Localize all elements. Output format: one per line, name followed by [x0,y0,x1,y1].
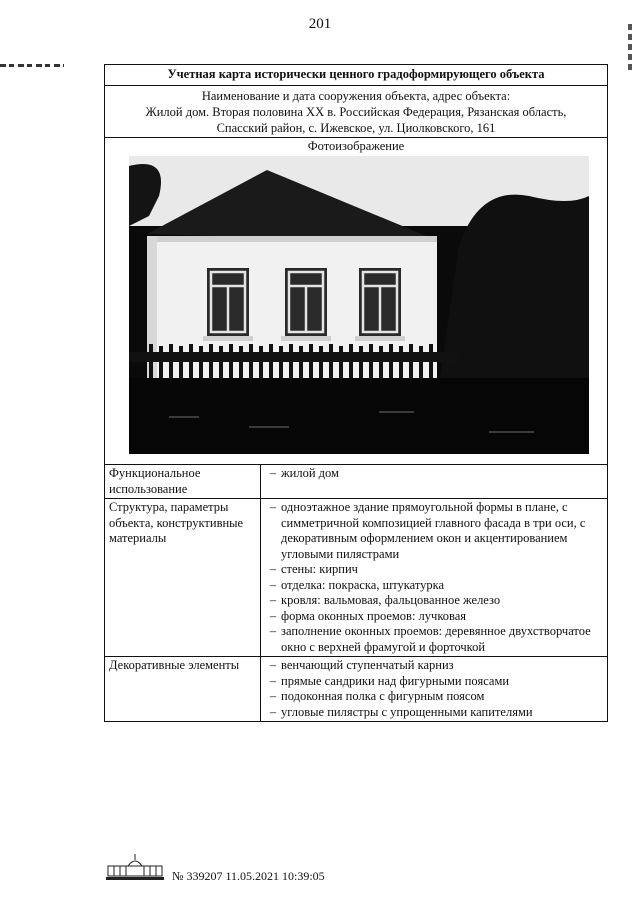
object-info [105,86,607,138]
document-stamp: № 339207 11.05.2021 10:39:05 [172,869,325,883]
row-label: Структура, параметры объекта, конструктивные материалы [105,499,261,657]
footer [104,852,524,882]
page-number: 201 [308,16,332,32]
object-heading: Наименование и дата сооружения объекта, адрес объекта: [201,89,511,103]
properties-table [105,465,607,721]
list-item: – заполнение оконных проемов: деревянное двухстворчатое окно с верхней фрамугой и форточкой [269,624,591,654]
list-item: – жилой дом [269,466,339,480]
list-item: – стены: кирпич [269,562,358,576]
list-item: – одноэтажное здание прямоугольной формы в плане, с симметричной композицией главного фасада в три оси, с декоративным оформлением окон и акцентированием угловыми пилястрами [269,500,586,561]
table-row [105,465,607,499]
list-item: – форма оконных проемов: лучковая [269,608,467,623]
object-description-line: Жилой дом. Вторая половина XX в. Российская Федерация, Рязанская область, [145,105,567,119]
list-item: – кровля: вальмовая, фальцованное железо [269,593,501,607]
table-row [105,499,607,657]
photo-heading: Фотоизображение [307,139,405,153]
row-label: Декоративные элементы [105,657,261,722]
photo-frame [105,156,607,465]
list-item: – подоконная полка с фигурным поясом [269,689,485,703]
row-label: Функциональное использование [105,465,261,499]
list-item: – венчающий ступенчатый карниз [269,658,454,672]
row-values [261,657,608,722]
scan-edge-mark [0,64,64,67]
list-item: – прямые сандрики над фигурными поясами [269,673,510,688]
building-photo [129,156,589,454]
row-values [261,499,608,657]
record-card [104,64,608,722]
row-values [261,465,608,499]
card-title: Учетная карта исторически ценного градоформирующего объекта [105,65,607,86]
list-item: – отделка: покраска, штукатурка [269,577,445,592]
object-address-line: Спасский район, с. Ижевское, ул. Циолковского, 161 [216,121,496,135]
building-emblem-icon [104,852,166,882]
list-item: – угловые пилястры с упрощенными капителями [269,704,533,719]
scan-edge-mark [628,24,632,74]
table-row [105,657,607,722]
